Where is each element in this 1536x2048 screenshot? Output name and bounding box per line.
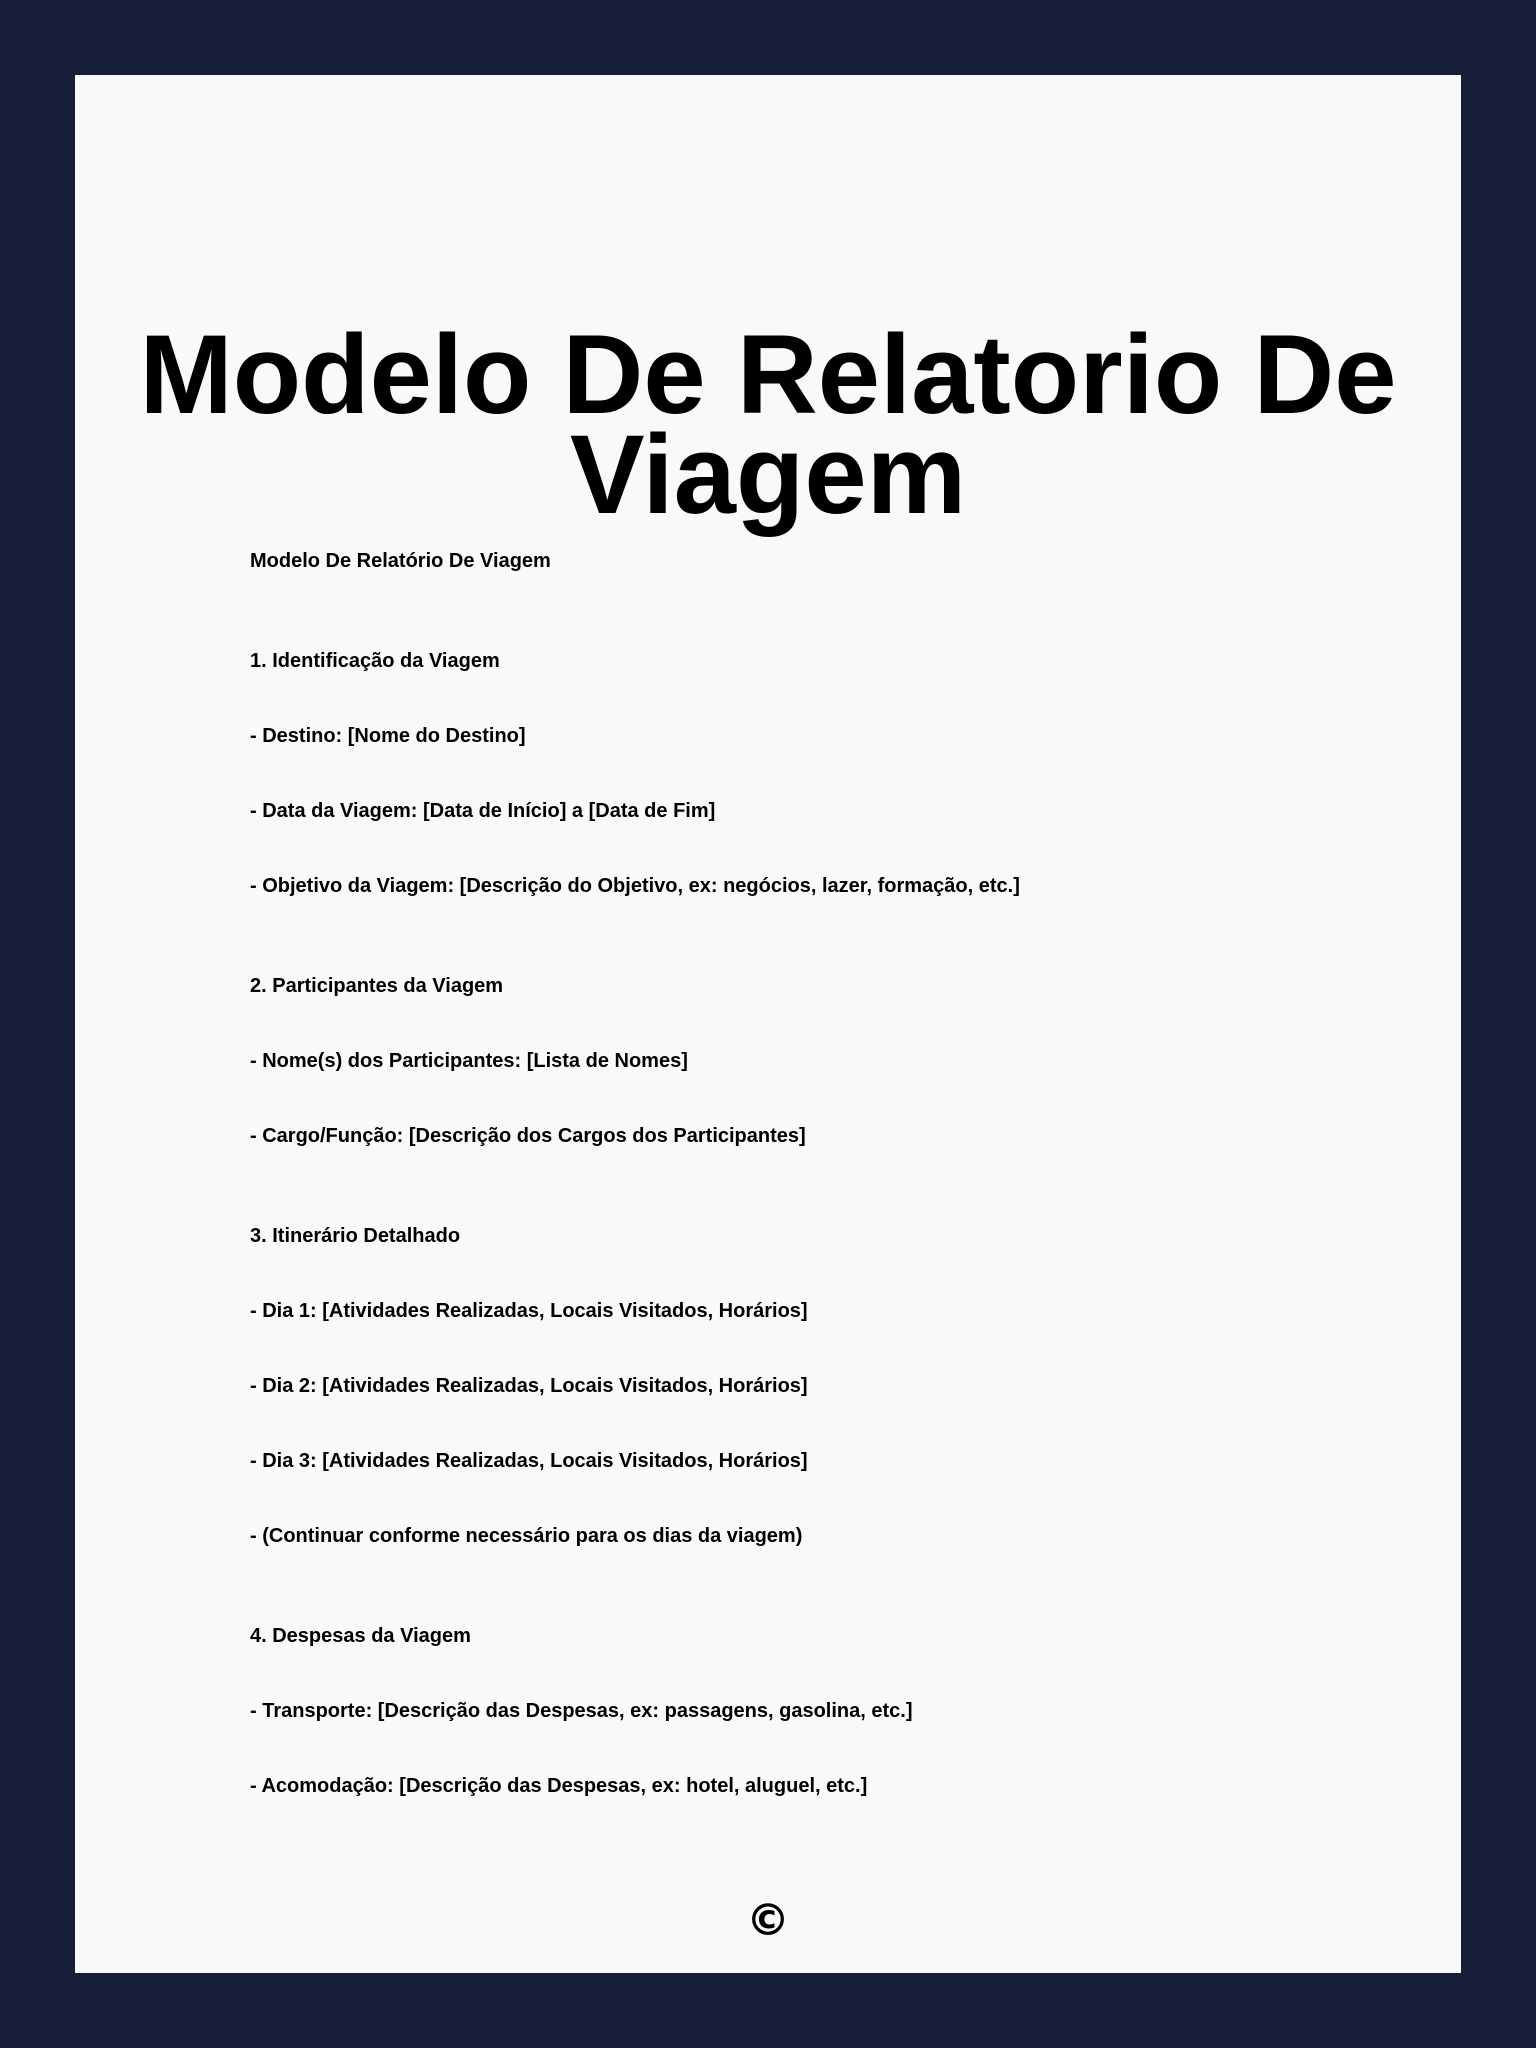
document-title: Modelo De Relatorio De Viagem [139, 312, 1397, 537]
field-destino: - Destino: [Nome do Destino] [250, 725, 526, 747]
section-heading-identificacao: 1. Identificação da Viagem [250, 650, 500, 672]
section-heading-despesas: 4. Despesas da Viagem [250, 1625, 471, 1647]
field-nomes-participantes: - Nome(s) dos Participantes: [Lista de Nomes] [250, 1050, 688, 1072]
section-heading-participantes: 2. Participantes da Viagem [250, 975, 504, 997]
document-page [75, 75, 1461, 1973]
field-dia-2: - Dia 2: [Atividades Realizadas, Locais Visitados, Horários] [250, 1375, 808, 1397]
document-subtitle: Modelo De Relatório De Viagem [250, 550, 551, 572]
section-heading-itinerario: 3. Itinerário Detalhado [250, 1225, 461, 1247]
copyright-icon: © [746, 1895, 790, 1946]
field-transporte: - Transporte: [Descrição das Despesas, ex: passagens, gasolina, etc.] [250, 1700, 913, 1722]
field-data-viagem: - Data da Viagem: [Data de Início] a [Data de Fim] [250, 800, 716, 822]
field-dia-1: - Dia 1: [Atividades Realizadas, Locais Visitados, Horários] [250, 1300, 808, 1322]
field-cargo-funcao: - Cargo/Função: [Descrição dos Cargos dos Participantes] [250, 1125, 806, 1147]
field-objetivo: - Objetivo da Viagem: [Descrição do Objetivo, ex: negócios, lazer, formação, etc.] [250, 875, 1020, 897]
field-continuar: - (Continuar conforme necessário para os dias da viagem) [250, 1525, 803, 1547]
field-dia-3: - Dia 3: [Atividades Realizadas, Locais Visitados, Horários] [250, 1450, 808, 1472]
field-acomodacao: - Acomodação: [Descrição das Despesas, ex: hotel, aluguel, etc.] [250, 1775, 868, 1797]
